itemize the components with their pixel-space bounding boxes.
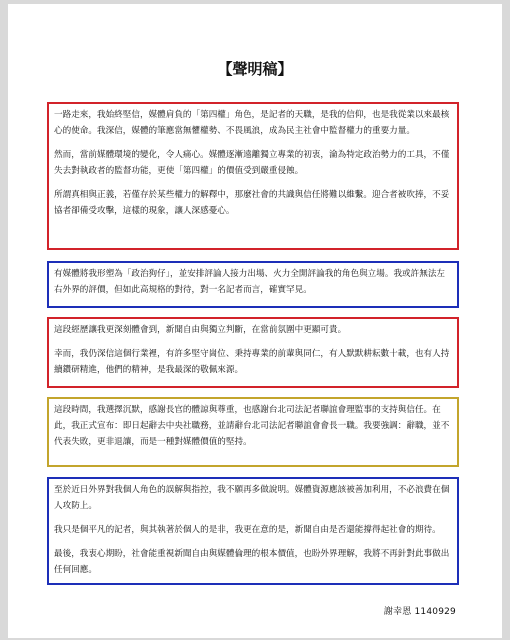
- paragraph: 所謂真相與正義，若僅存於某些權力的解釋中，那麼社會的共識與信任將難以維繫。迎合者被吹捧，不妥協者卻備受攻擊，這樣的現象，讓人深感憂心。: [54, 190, 450, 216]
- paragraph: 有媒體將我形塑為「政治狗仔」，並安排評論人接力出場、火力全開評論我的角色與立場。我或許無法左右外界的評價，但如此高規格的對待，對一名記者而言，確實罕見。: [54, 269, 446, 295]
- statement-section-1: [47, 102, 459, 250]
- paragraph: 這段時間，我選擇沉默，感謝長官的體諒與尊重，也感謝台北司法記者聯誼會理監事的支持與信任。在此，我正式宣布：即日起辭去中央社職務，並請辭台北司法記者聯誼會會長一職。我要強調：辭職，並不代表失敗，更非退讓，而是一種對媒體價值的堅持。: [54, 405, 450, 447]
- paragraph: 幸而，我仍深信這個行業裡，有許多堅守崗位、秉持專業的前輩與同仁，有人默默耕耘數十載，也有人持續鑽研精進，他們的精神，是我最深的敬佩來源。: [54, 349, 450, 375]
- paragraph: 一路走來，我始終堅信，媒體肩負的「第四權」角色，是記者的天職，是我的信仰，也是我從業以來最核心的使命。我深信，媒體的筆應當無懼權勢、不畏風浪，成為民主社會中監督權力的重要力量。: [54, 110, 450, 136]
- page-title: 【聲明稿】: [217, 60, 293, 78]
- statement-section-5: [47, 477, 459, 585]
- signature-date: 謝幸恩 1140929: [383, 607, 456, 617]
- statement-section-2: [47, 261, 459, 308]
- statement-section-4: [47, 397, 459, 467]
- paragraph: 這段經歷讓我更深刻體會到，新聞自由與獨立判斷，在當前氛圍中更顯可貴。: [54, 325, 347, 335]
- paragraph: 然而，當前媒體環境的變化，令人痛心。媒體逐漸遠離獨立專業的初衷，淪為特定政治勢力的工具，不僅失去對執政者的監督功能，更使「第四權」的價值受到嚴重侵蝕。: [54, 150, 450, 176]
- paragraph: 我只是個平凡的記者，與其執著於個人的是非，我更在意的是，新聞自由是否還能撐得起社會的期待。: [54, 525, 441, 535]
- paragraph: 至於近日外界對我個人角色的誤解與指控，我不願再多做說明。媒體資源應該被善加利用，不必浪費在個人攻防上。: [54, 485, 450, 511]
- statement-section-3: [47, 317, 459, 388]
- paragraph: 最後，我衷心期盼，社會能重視新聞自由與媒體倫理的根本價值，也盼外界理解，我將不再針對此事做出任何回應。: [54, 549, 450, 575]
- document-page: [8, 4, 502, 638]
